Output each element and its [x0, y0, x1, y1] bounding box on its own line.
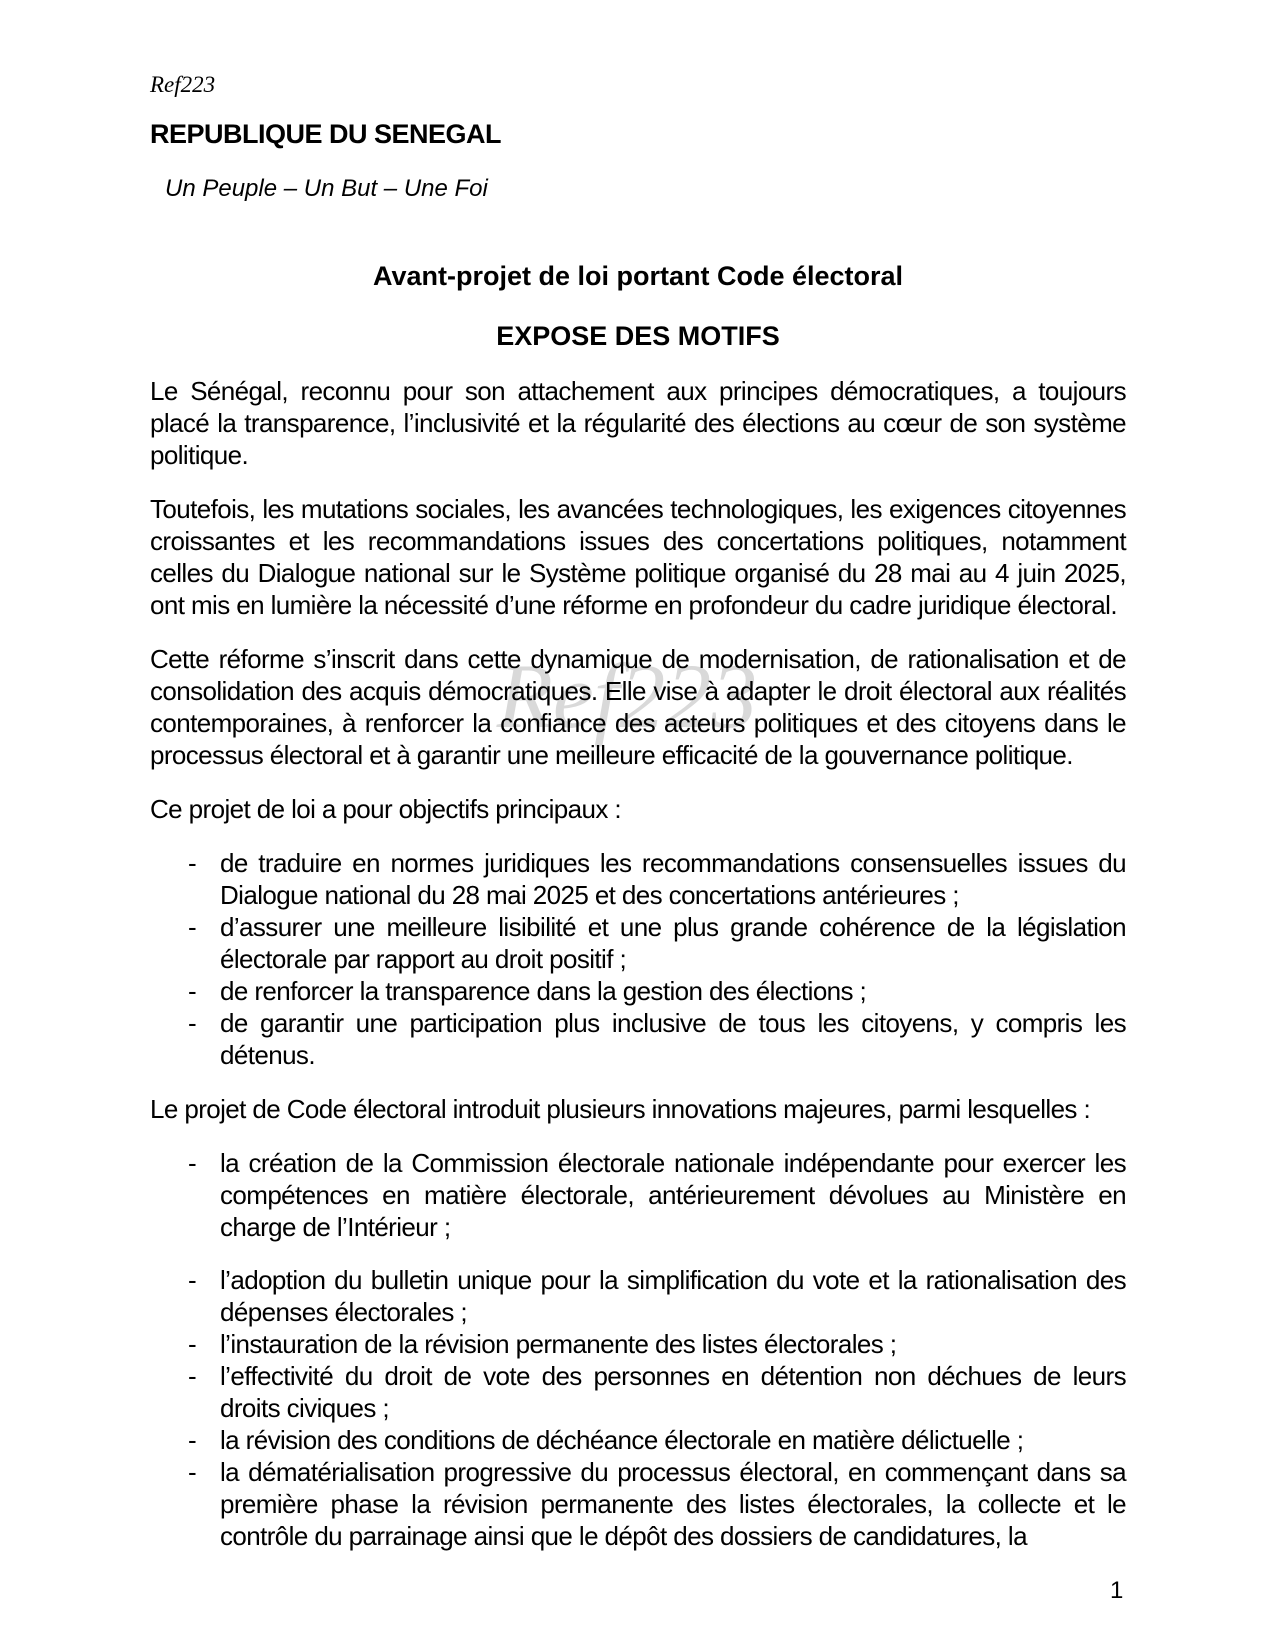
paragraph-1: Le Sénégal, reconnu pour son attachement aux principes démocratiques, a toujours placé la transparence, l’inclusivité et la régularité des élections au cœur de son système politique. [150, 376, 1126, 470]
document-title: Avant-projet de loi portant Code électoral [372, 261, 904, 291]
ref-number: Ref223 [150, 72, 216, 97]
paragraph-2: Toutefois, les mutations sociales, les avancées technologiques, les exigences citoyennes croissantes et les recommandations issues des concertations politiques, notamment celles du Dialogue national sur le Système politique organisé du 28 mai au 4 juin 2025, ont mis en lumière la nécessité d’une réforme en profondeur du cadre juridique électoral. [150, 494, 1126, 620]
list-item: - la dématérialisation progressive du processus électoral, en commençant dans sa première phase la révision permanente des listes électorales, la collecte et le contrôle du parrainage ainsi que le dépôt des dossiers de candidatures, la [150, 1456, 1126, 1552]
page-number: 1 [1110, 1577, 1124, 1604]
list-item: - d’assurer une meilleure lisibilité et une plus grande cohérence de la législation électorale par rapport au droit positif ; [150, 911, 1126, 975]
list-item: - de garantir une participation plus inclusive de tous les citoyens, y compris les détenus. [150, 1007, 1126, 1071]
page-content [150, 0, 1126, 1552]
motto: Un Peuple – Un But – Une Foi [165, 175, 488, 202]
list-item: - la création de la Commission électorale nationale indépendante pour exercer les compétences en matière électorale, antérieurement dévolues au Ministère en charge de l’Intérieur ; [150, 1147, 1126, 1243]
list-item: - de renforcer la transparence dans la gestion des élections ; [150, 975, 1126, 1007]
innovations-list [150, 1147, 1126, 1552]
section-heading: EXPOSE DES MOTIFS [496, 321, 780, 351]
list-item: - de traduire en normes juridiques les recommandations consensuelles issues du Dialogue national du 28 mai 2025 et des concertations antérieures ; [150, 847, 1126, 911]
country-title: REPUBLIQUE DU SENEGAL [150, 119, 502, 149]
list-item: - l’effectivité du droit de vote des personnes en détention non déchues de leurs droits civiques ; [150, 1360, 1126, 1424]
paragraph-3: Cette réforme s’inscrit dans cette dynamique de modernisation, de rationalisation et de consolidation des acquis démocratiques. Elle vise à adapter le droit électoral aux réalités contemporaines, à renforcer la confiance des acteurs politiques et des citoyens dans le processus électoral et à garantir une meilleure efficacité de la gouvernance politique. [150, 644, 1126, 770]
objectives-list [150, 847, 1126, 1071]
list-item: - l’adoption du bulletin unique pour la simplification du vote et la rationalisation des dépenses électorales ; [150, 1264, 1126, 1328]
objectives-intro: Ce projet de loi a pour objectifs principaux : [150, 794, 622, 824]
list-item: - l’instauration de la révision permanente des listes électorales ; [150, 1328, 1126, 1360]
innovations-intro: Le projet de Code électoral introduit plusieurs innovations majeures, parmi lesquelles : [150, 1094, 1091, 1124]
watermark-text: Ref223 [496, 645, 758, 747]
list-item: - la révision des conditions de déchéance électorale en matière délictuelle ; [150, 1424, 1126, 1456]
